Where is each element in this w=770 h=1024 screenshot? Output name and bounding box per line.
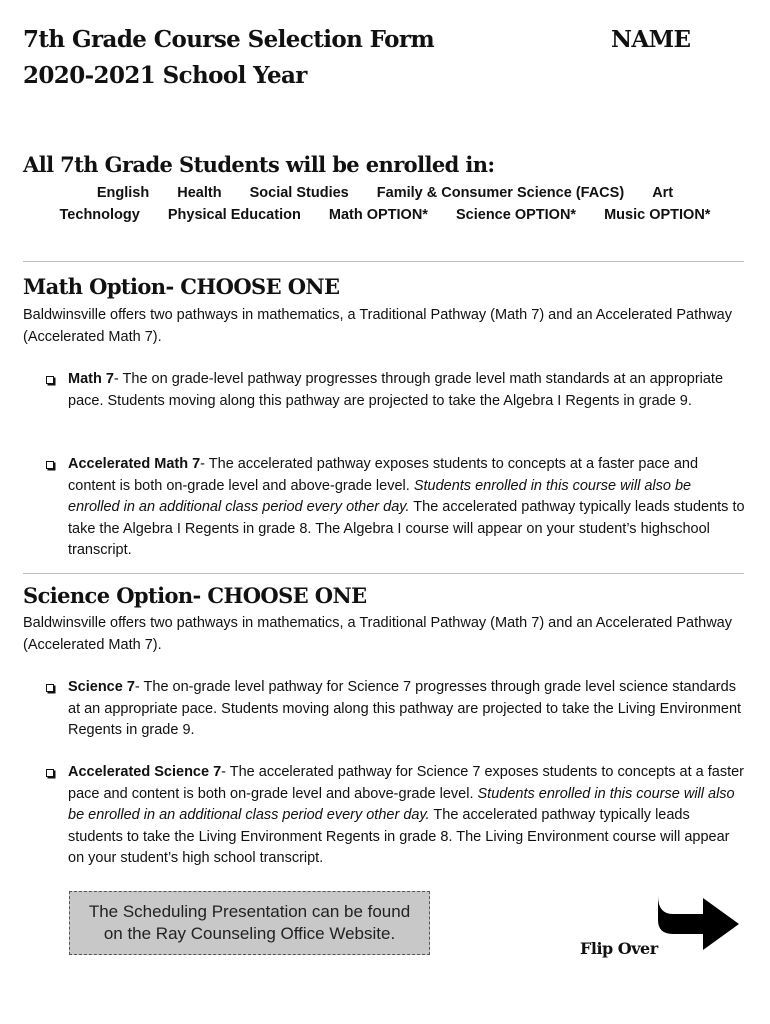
scheduling-callout xyxy=(69,891,430,955)
option-title: Math 7 xyxy=(68,371,114,387)
option-note: Students enrolled in this course will also be enrolled in an additional class period every other day. xyxy=(68,477,692,515)
science-intro: Baldwinsville offers two pathways in mathematics, a Traditional Pathway (Math 7) and an Accelerated Pathway (Accelerated Math 7). xyxy=(23,615,732,653)
option-description: - The accelerated pathway exposes students to concepts at a faster pace and content is both on-grade level and above-grade level. xyxy=(68,456,699,494)
course-item: English xyxy=(96,185,150,201)
option-title: Accelerated Math 7 xyxy=(68,456,201,472)
option-description: - The accelerated pathway for Science 7 exposes students to concepts at a faster pace and content is both on-grade level and above-grade level. xyxy=(68,764,744,802)
course-item: Social Studies xyxy=(249,185,349,201)
option-note: Students enrolled in this course will also be enrolled in an additional class period every other day. xyxy=(68,785,735,823)
right-arrow-icon xyxy=(655,894,741,952)
divider xyxy=(23,573,744,574)
course-item: Family & Consumer Science (FACS) xyxy=(376,185,625,201)
divider xyxy=(23,261,744,262)
math-heading: Math Option- CHOOSE ONE xyxy=(23,274,340,299)
checkbox-icon[interactable] xyxy=(46,769,54,777)
checkbox-icon[interactable] xyxy=(46,461,54,469)
option-text xyxy=(68,454,746,562)
option-text xyxy=(68,762,746,870)
name-label: NAME xyxy=(611,26,691,53)
option-text xyxy=(68,677,746,742)
course-item: Math OPTION* xyxy=(328,207,428,223)
school-year: 2020-2021 School Year xyxy=(23,62,307,89)
course-item: Science OPTION* xyxy=(455,207,577,223)
course-item: Physical Education xyxy=(167,207,301,223)
checkbox-icon[interactable] xyxy=(46,376,54,384)
option-text xyxy=(68,369,746,412)
option-description-cont: The accelerated pathway typically leads students to take the Algebra I Regents in grade 8. The Algebra I course will appear on your student’s highschool transcript. xyxy=(68,499,745,558)
science-heading: Science Option- CHOOSE ONE xyxy=(23,583,367,608)
science-7-option[interactable] xyxy=(46,677,746,742)
math-intro: Baldwinsville offers two pathways in mathematics, a Traditional Pathway (Math 7) and an Accelerated Pathway (Accelerated Math 7). xyxy=(23,307,732,345)
option-description: - The on grade-level pathway progresses through grade level math standards at an appropriate pace. Students moving along this pathway are projected to take the Algebra I Regents in grade 9. xyxy=(68,371,724,409)
math-7-option[interactable] xyxy=(46,369,746,412)
callout-line: on the Ray Counseling Office Website. xyxy=(103,924,396,943)
course-item: Music OPTION* xyxy=(604,207,711,223)
course-item: Health xyxy=(177,185,222,201)
course-row-1 xyxy=(0,183,770,203)
course-item: Technology xyxy=(59,207,140,223)
form-title: 7th Grade Course Selection Form xyxy=(23,26,435,53)
option-title: Science 7 xyxy=(68,679,135,695)
course-row-2 xyxy=(0,205,770,225)
flip-over-label: Flip Over xyxy=(580,939,658,958)
option-description: - The on-grade level pathway for Science 7 progresses through grade level science standards at an appropriate pace. Students moving along this pathway are projected to take the Living Environment Regents in grade 9. xyxy=(68,679,742,738)
callout-line: The Scheduling Presentation can be found xyxy=(88,902,411,921)
accelerated-science-7-option[interactable] xyxy=(46,762,746,870)
option-description-cont: The accelerated pathway typically leads students to take the Living Environment Regents in grade 8. The Living Environment course will appear on your student’s high school transcript. xyxy=(68,807,730,866)
accelerated-math-7-option[interactable] xyxy=(46,454,746,562)
enrolled-heading: All 7th Grade Students will be enrolled in: xyxy=(23,152,495,177)
course-item: Art xyxy=(652,185,674,201)
checkbox-icon[interactable] xyxy=(46,684,54,692)
option-title: Accelerated Science 7 xyxy=(68,764,222,780)
